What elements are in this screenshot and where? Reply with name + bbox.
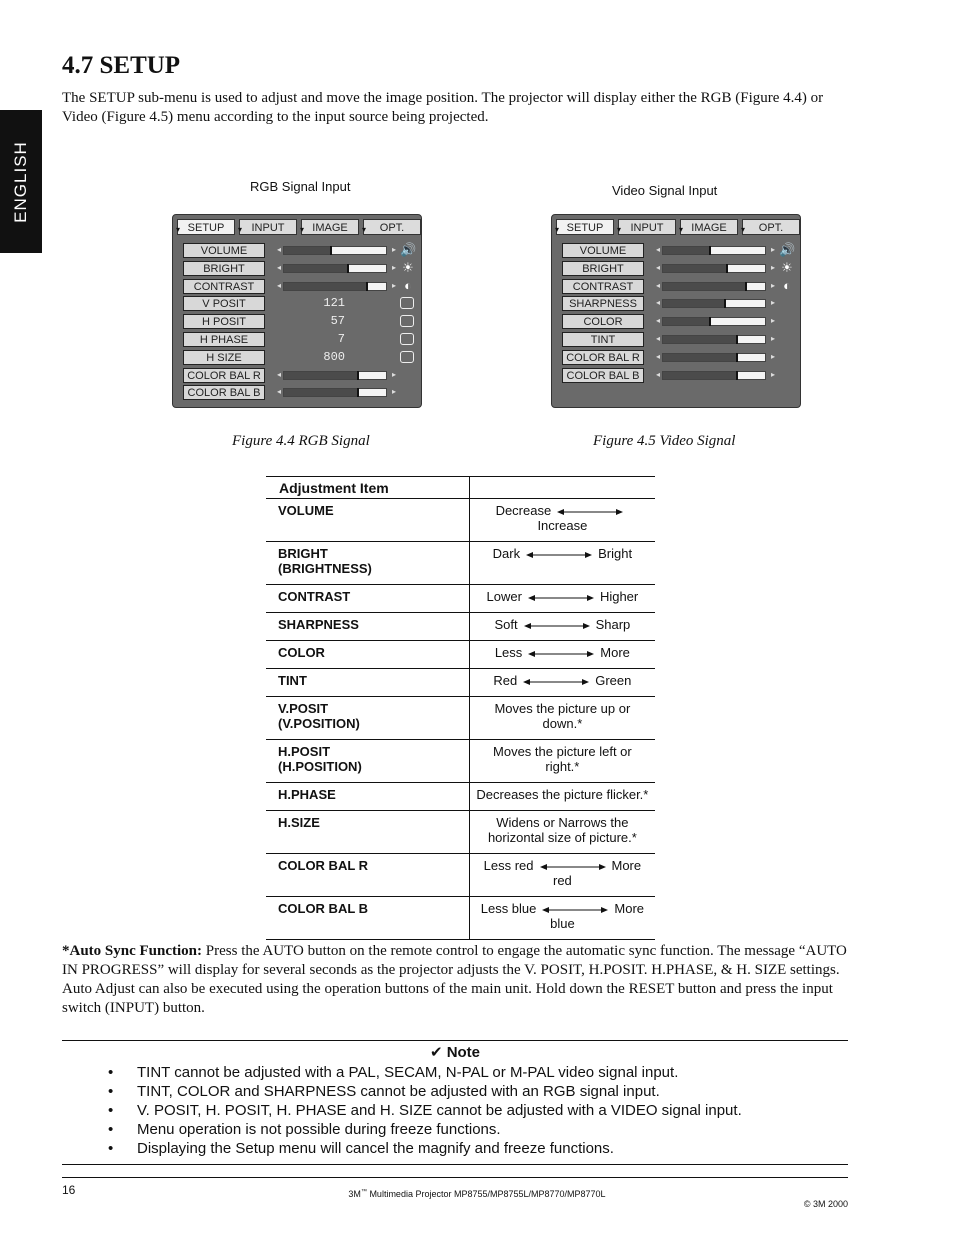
- table-header-item: Adjustment Item: [266, 477, 469, 499]
- tab-input[interactable]: ▾ INPUT: [239, 219, 297, 235]
- level-slider[interactable]: [283, 282, 387, 291]
- v-position-icon: [400, 297, 414, 309]
- level-slider[interactable]: [662, 335, 766, 344]
- effect-right: Green: [595, 673, 632, 688]
- level-slider[interactable]: [283, 246, 387, 255]
- adjustment-item-line: H.SIZE: [278, 815, 320, 830]
- intro-paragraph: The SETUP sub-menu is used to adjust and move the image position. The projector will display either the RGB (Figure 4.4) or Video (Figure 4.5) menu according to the input source being projected.: [62, 90, 824, 125]
- menu-row-value: 7: [337, 332, 345, 346]
- level-fill: [284, 265, 347, 272]
- double-arrow-icon: [528, 649, 594, 659]
- menu-row[interactable]: [552, 368, 800, 384]
- menu-tabs: [177, 219, 417, 237]
- footer-brand: 3M: [348, 1189, 361, 1199]
- effect-right: Sharp: [595, 617, 631, 632]
- menu-row[interactable]: [552, 314, 800, 330]
- level-fill: [663, 247, 709, 254]
- adjustment-item-line: VOLUME: [278, 503, 334, 518]
- effect-left: Less blue: [480, 901, 537, 916]
- adjustment-item-line: COLOR: [278, 645, 325, 660]
- level-slider[interactable]: [662, 282, 766, 291]
- menu-row[interactable]: [173, 350, 421, 366]
- effect-right: Higher: [599, 589, 639, 604]
- tab-opt[interactable]: ▾ OPT.: [363, 219, 421, 235]
- level-fill: [663, 372, 736, 379]
- note-list: [108, 1063, 742, 1158]
- adjustment-effect: [469, 811, 655, 854]
- menu-row-label[interactable]: BRIGHT: [562, 261, 644, 276]
- double-arrow-icon: [526, 550, 592, 560]
- menu-row-label[interactable]: VOLUME: [562, 243, 644, 258]
- video-setup-menu: [551, 214, 801, 408]
- h-size-icon: [400, 351, 414, 363]
- adjustment-item-line: TINT: [278, 673, 307, 688]
- level-slider[interactable]: [662, 317, 766, 326]
- page-number: 16: [62, 1183, 76, 1197]
- table-row: [266, 811, 655, 854]
- left-arrow-icon: ◂: [656, 298, 661, 308]
- rgb-figure-caption: Figure 4.4 RGB Signal: [232, 433, 370, 449]
- double-arrow-icon: [542, 905, 608, 915]
- h-position-icon: [400, 315, 414, 327]
- left-arrow-icon: ◂: [656, 351, 661, 361]
- auto-sync-title: *Auto Sync Function:: [62, 943, 203, 959]
- tab-image[interactable]: ▾ IMAGE: [680, 219, 738, 235]
- table-row: [266, 641, 655, 669]
- menu-row-value: 800: [323, 349, 345, 364]
- left-arrow-icon: ◂: [656, 316, 661, 326]
- level-slider[interactable]: [662, 371, 766, 380]
- right-arrow-icon: ▸: [771, 369, 776, 379]
- table-row: [266, 697, 655, 740]
- menu-row[interactable]: [173, 261, 421, 277]
- menu-row[interactable]: [173, 243, 421, 259]
- adjustment-effect: [469, 641, 655, 669]
- menu-row[interactable]: [173, 314, 421, 330]
- menu-row-label[interactable]: H PHASE: [183, 332, 265, 347]
- adjustment-item: [266, 811, 469, 854]
- note-title: ✔ Note: [429, 1044, 481, 1061]
- table-row: [266, 740, 655, 783]
- section-heading: 4.7 SETUP: [62, 52, 181, 79]
- level-fill: [284, 283, 366, 290]
- menu-row-value: 57: [330, 314, 345, 329]
- adjustment-item: [266, 697, 469, 740]
- brightness-icon: ☀: [781, 259, 793, 275]
- double-arrow-icon: [557, 507, 623, 517]
- effect-text: Moves the picture left or right.*: [493, 744, 632, 774]
- note-item: • Displaying the Setup menu will cancel the magnify and freeze functions.: [108, 1139, 742, 1158]
- menu-row[interactable]: [173, 385, 421, 401]
- adjustment-item-line: BRIGHT: [278, 546, 328, 561]
- adjustment-effect: [469, 854, 655, 897]
- right-arrow-icon: ▸: [771, 245, 776, 254]
- level-slider[interactable]: [283, 264, 387, 273]
- table-row: [266, 542, 655, 585]
- menu-row[interactable]: [173, 296, 421, 312]
- double-arrow-icon: [523, 677, 589, 687]
- menu-row[interactable]: [552, 261, 800, 277]
- left-arrow-icon: ◂: [656, 280, 661, 290]
- menu-row-label[interactable]: COLOR BAL R: [183, 368, 265, 383]
- adjustment-effect: [469, 740, 655, 783]
- menu-row-label[interactable]: TINT: [562, 332, 644, 347]
- left-arrow-icon: ◂: [656, 262, 661, 272]
- menu-row-label[interactable]: VOLUME: [183, 243, 265, 258]
- effect-text: Moves the picture up or down.*: [494, 701, 631, 731]
- adjustment-item-line: SHARPNESS: [278, 617, 359, 632]
- note-item: • Menu operation is not possible during freeze functions.: [108, 1120, 742, 1139]
- effect-left: Lower: [486, 589, 522, 604]
- adjustment-item-line: COLOR BAL B: [278, 901, 369, 916]
- left-arrow-icon: ◂: [277, 369, 282, 379]
- menu-row-label[interactable]: COLOR BAL R: [562, 350, 644, 365]
- note-item: • TINT cannot be adjusted with a PAL, SECAM, N-PAL or M-PAL video signal input.: [108, 1063, 742, 1082]
- adjustment-item: [266, 854, 469, 897]
- footer-rule: [62, 1177, 848, 1178]
- copyright: © 3M 2000: [803, 1199, 848, 1209]
- left-arrow-icon: ◂: [656, 334, 661, 343]
- double-arrow-icon: [524, 621, 590, 631]
- rgb-figure-label: RGB Signal Input: [250, 179, 351, 194]
- menu-row-label[interactable]: H SIZE: [183, 350, 265, 365]
- menu-row[interactable]: [552, 332, 800, 348]
- table-row: [266, 897, 655, 940]
- double-arrow-icon: [540, 862, 606, 872]
- level-fill: [663, 300, 724, 307]
- auto-sync-text: Press the AUTO button on the remote control to engage the automatic sync function. The message “AUTO IN PROGRESS” will display for several seconds as the projector adjusts the V. POSIT, H.POSIT. H.PHASE, & H. SIZE settings. Auto Adjust can also be executed using the operation buttons of the main unit. Hold down the RESET button and press the input switch (INPUT) button.: [62, 943, 847, 1016]
- right-arrow-icon: ▸: [392, 245, 397, 254]
- level-fill: [284, 247, 330, 254]
- table-row: [266, 499, 655, 542]
- menu-row-label[interactable]: V POSIT: [183, 296, 265, 311]
- adjustment-effect: [469, 897, 655, 940]
- effect-text: Decreases the picture flicker.*: [476, 787, 649, 802]
- h-phase-icon: [400, 333, 414, 345]
- volume-icon: 🔊: [400, 242, 417, 257]
- menu-row-value: 121: [323, 296, 345, 311]
- contrast-icon: ◐: [404, 277, 412, 293]
- effect-left: Decrease: [495, 503, 552, 518]
- table-row: [266, 613, 655, 641]
- menu-row-label[interactable]: SHARPNESS: [562, 296, 644, 311]
- table-row: [266, 669, 655, 697]
- rgb-setup-menu: [172, 214, 422, 408]
- menu-row-label[interactable]: H POSIT: [183, 314, 265, 329]
- right-arrow-icon: ▸: [771, 351, 776, 361]
- adjustment-effect: [469, 542, 655, 585]
- menu-tabs: [556, 219, 796, 237]
- brightness-icon: ☀: [402, 259, 414, 275]
- menu-row-label[interactable]: COLOR: [562, 314, 644, 329]
- left-arrow-icon: ◂: [277, 245, 282, 254]
- effect-right: Bright: [598, 546, 633, 561]
- adjustment-item: [266, 897, 469, 940]
- effect-left: Less: [494, 645, 523, 660]
- level-fill: [663, 354, 736, 361]
- effect-right: Increase: [537, 518, 588, 533]
- right-arrow-icon: ▸: [392, 387, 397, 397]
- adjustment-table: [266, 476, 655, 940]
- left-arrow-icon: ◂: [277, 280, 282, 290]
- adjustment-item-line: COLOR BAL R: [278, 858, 369, 873]
- adjustment-item: [266, 783, 469, 811]
- note-item: • V. POSIT, H. POSIT, H. PHASE and H. SIZE cannot be adjusted with a VIDEO signal input.: [108, 1101, 742, 1120]
- double-arrow-icon: [528, 593, 594, 603]
- menu-row-label[interactable]: CONTRAST: [562, 279, 644, 294]
- note-box: [62, 1040, 848, 1165]
- level-fill: [284, 389, 357, 396]
- adjustment-item-line: H.PHASE: [278, 787, 336, 802]
- left-arrow-icon: ◂: [656, 245, 661, 254]
- right-arrow-icon: ▸: [771, 280, 776, 290]
- level-slider[interactable]: [283, 388, 387, 397]
- menu-row[interactable]: [552, 243, 800, 259]
- footer-product: Multimedia Projector MP8755/MP8755L/MP8770/MP8770L: [366, 1189, 606, 1199]
- right-arrow-icon: ▸: [771, 298, 776, 308]
- adjustment-item-line: V.POSIT: [278, 701, 329, 716]
- effect-right: More: [600, 645, 630, 660]
- adjustment-effect: [469, 613, 655, 641]
- right-arrow-icon: ▸: [771, 262, 776, 272]
- tab-input[interactable]: ▾ INPUT: [618, 219, 676, 235]
- adjustment-item: [266, 542, 469, 585]
- right-arrow-icon: ▸: [392, 262, 397, 272]
- effect-left: Soft: [494, 617, 518, 632]
- adjustment-item-line: (V.POSITION): [278, 716, 360, 731]
- tab-image[interactable]: ▾ IMAGE: [301, 219, 359, 235]
- table-row: [266, 585, 655, 613]
- adjustment-effect: [469, 585, 655, 613]
- level-fill: [663, 265, 726, 272]
- adjustment-item: [266, 499, 469, 542]
- video-figure-label: Video Signal Input: [612, 183, 718, 198]
- effect-right: More blue: [550, 901, 645, 931]
- menu-row-label[interactable]: BRIGHT: [183, 261, 265, 276]
- auto-sync-paragraph: [62, 942, 852, 1018]
- menu-row-label[interactable]: COLOR BAL B: [562, 368, 644, 383]
- menu-row-label[interactable]: CONTRAST: [183, 279, 265, 294]
- table-row: [266, 783, 655, 811]
- adjustment-effect: [469, 783, 655, 811]
- effect-left: Red: [493, 673, 518, 688]
- level-slider[interactable]: [662, 353, 766, 362]
- adjustment-item: [266, 740, 469, 783]
- effect-right: More red: [552, 858, 642, 888]
- contrast-icon: ◐: [783, 277, 791, 293]
- left-arrow-icon: ◂: [277, 387, 282, 397]
- language-tab: [0, 110, 42, 253]
- adjustment-item: [266, 669, 469, 697]
- adjustment-effect: [469, 697, 655, 740]
- tab-opt[interactable]: ▾ OPT.: [742, 219, 800, 235]
- adjustment-item-line: (H.POSITION): [278, 759, 362, 774]
- effect-text: Widens or Narrows the horizontal size of picture.*: [487, 815, 637, 845]
- menu-row-label[interactable]: COLOR BAL B: [183, 385, 265, 400]
- left-arrow-icon: ◂: [656, 369, 661, 379]
- level-slider[interactable]: [662, 246, 766, 255]
- adjustment-effect: [469, 669, 655, 697]
- video-figure-caption: Figure 4.5 Video Signal: [593, 433, 736, 449]
- level-slider[interactable]: [662, 299, 766, 308]
- volume-icon: 🔊: [779, 242, 796, 257]
- menu-row[interactable]: [173, 279, 421, 295]
- adjustment-item-line: H.POSIT: [278, 744, 331, 759]
- menu-row[interactable]: [552, 296, 800, 312]
- adjustment-item-line: (BRIGHTNESS): [278, 561, 372, 576]
- tab-setup[interactable]: ▾ SETUP: [556, 219, 614, 235]
- level-fill: [663, 283, 745, 290]
- menu-row[interactable]: [552, 279, 800, 295]
- level-slider[interactable]: [283, 371, 387, 380]
- level-fill: [663, 336, 736, 343]
- menu-row[interactable]: [173, 368, 421, 384]
- adjustment-item-line: CONTRAST: [278, 589, 351, 604]
- effect-left: Dark: [492, 546, 521, 561]
- table-header-blank: [469, 477, 655, 499]
- adjustment-item: [266, 641, 469, 669]
- menu-row[interactable]: [173, 332, 421, 348]
- footer-trademark: ™: [360, 1189, 367, 1195]
- right-arrow-icon: ▸: [771, 334, 776, 343]
- menu-row[interactable]: [552, 350, 800, 366]
- adjustment-effect: [469, 499, 655, 542]
- right-arrow-icon: ▸: [771, 316, 776, 326]
- adjustment-item: [266, 613, 469, 641]
- level-fill: [663, 318, 709, 325]
- right-arrow-icon: ▸: [392, 280, 397, 290]
- level-slider[interactable]: [662, 264, 766, 273]
- footer-title: [0, 1189, 954, 1199]
- table-row: [266, 854, 655, 897]
- adjustment-item: [266, 585, 469, 613]
- tab-setup[interactable]: ▾ SETUP: [177, 219, 235, 235]
- language-tab-label: ENGLISH: [11, 140, 30, 223]
- right-arrow-icon: ▸: [392, 369, 397, 379]
- effect-left: Less red: [483, 858, 534, 873]
- left-arrow-icon: ◂: [277, 262, 282, 272]
- note-item: • TINT, COLOR and SHARPNESS cannot be adjusted with an RGB signal input.: [108, 1082, 742, 1101]
- level-fill: [284, 372, 357, 379]
